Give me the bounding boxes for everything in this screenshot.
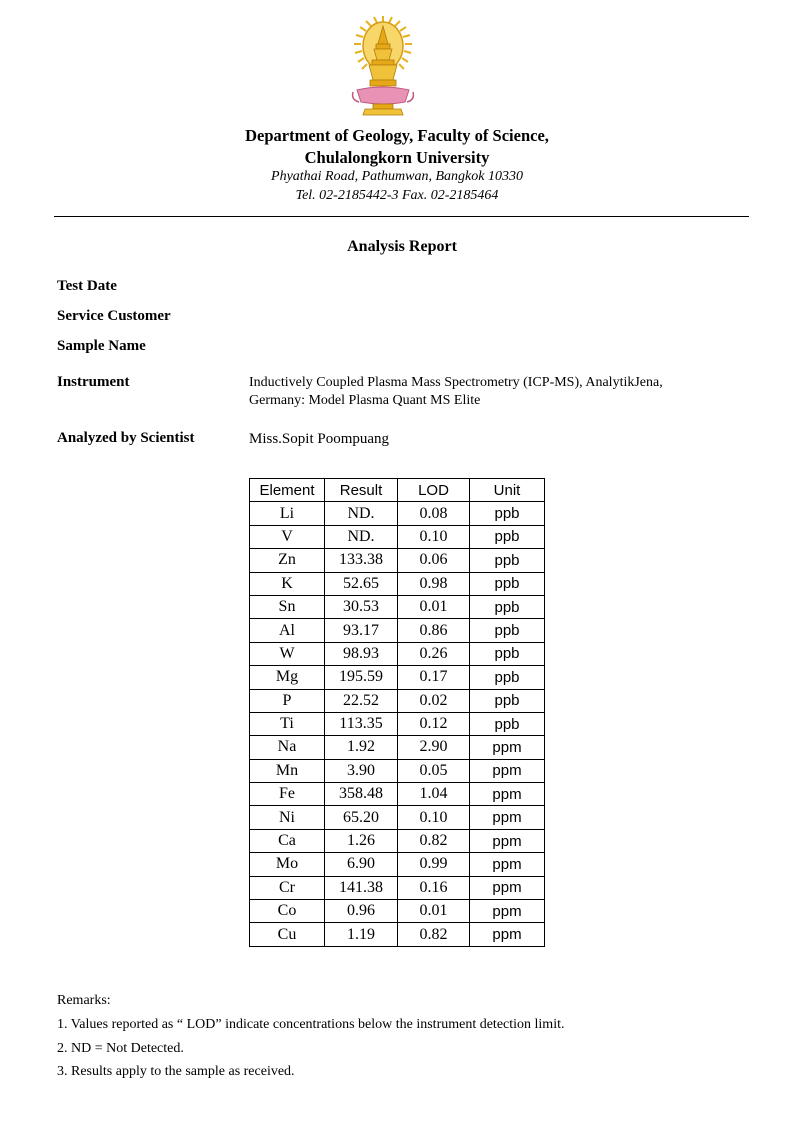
lod-cell: 0.08 xyxy=(398,502,470,525)
lod-cell: 0.98 xyxy=(398,572,470,595)
instrument-value-line1: Inductively Coupled Plasma Mass Spectrometry (ICP-MS), AnalytikJena, xyxy=(249,375,663,390)
lod-cell: 1.04 xyxy=(398,783,470,806)
lod-cell: 0.02 xyxy=(398,689,470,712)
unit-cell: ppb xyxy=(470,712,545,735)
result-cell: 133.38 xyxy=(325,549,398,572)
element-cell: Mn xyxy=(250,759,325,782)
table-row xyxy=(250,853,545,876)
result-cell: 195.59 xyxy=(325,666,398,689)
department-line: Department of Geology, Faculty of Science, xyxy=(245,126,549,145)
table-row xyxy=(250,619,545,642)
table-row xyxy=(250,666,545,689)
results-table-body xyxy=(250,502,545,946)
report-title: Analysis Report xyxy=(347,238,457,255)
result-cell: 1.19 xyxy=(325,923,398,946)
lod-cell: 0.86 xyxy=(398,619,470,642)
lod-cell: 0.99 xyxy=(398,853,470,876)
unit-cell: ppm xyxy=(470,829,545,852)
lod-cell: 0.10 xyxy=(398,525,470,548)
result-cell: 113.35 xyxy=(325,712,398,735)
element-cell: Li xyxy=(250,502,325,525)
element-cell: W xyxy=(250,642,325,665)
table-row xyxy=(250,736,545,759)
service-customer-label: Service Customer xyxy=(57,308,171,324)
element-cell: Al xyxy=(250,619,325,642)
unit-cell: ppm xyxy=(470,736,545,759)
unit-cell: ppb xyxy=(470,572,545,595)
table-row xyxy=(250,900,545,923)
sample-name-label: Sample Name xyxy=(57,338,146,354)
result-cell: 6.90 xyxy=(325,853,398,876)
result-cell: 65.20 xyxy=(325,806,398,829)
element-cell: Cr xyxy=(250,876,325,899)
element-cell: Ti xyxy=(250,712,325,735)
instrument-value xyxy=(249,374,663,410)
table-row xyxy=(250,829,545,852)
result-cell: 98.93 xyxy=(325,642,398,665)
lod-cell: 0.05 xyxy=(398,759,470,782)
table-row xyxy=(250,759,545,782)
result-cell: 0.96 xyxy=(325,900,398,923)
unit-cell: ppb xyxy=(470,642,545,665)
element-cell: Fe xyxy=(250,783,325,806)
lod-cell: 0.10 xyxy=(398,806,470,829)
element-cell: Ni xyxy=(250,806,325,829)
table-row xyxy=(250,595,545,618)
lod-cell: 0.01 xyxy=(398,595,470,618)
lod-cell: 0.82 xyxy=(398,829,470,852)
remark-item-3: 3. Results apply to the sample as received. xyxy=(57,1064,295,1079)
table-row xyxy=(250,502,545,525)
column-header-element: Element xyxy=(250,479,325,502)
unit-cell: ppb xyxy=(470,549,545,572)
table-header-row xyxy=(250,479,545,502)
unit-cell: ppb xyxy=(470,689,545,712)
remarks-title: Remarks: xyxy=(57,993,111,1008)
instrument-value-line2: Germany: Model Plasma Quant MS Elite xyxy=(249,393,481,408)
element-cell: K xyxy=(250,572,325,595)
element-cell: P xyxy=(250,689,325,712)
unit-cell: ppb xyxy=(470,595,545,618)
lod-cell: 0.17 xyxy=(398,666,470,689)
element-cell: Cu xyxy=(250,923,325,946)
table-row xyxy=(250,525,545,548)
lod-cell: 0.01 xyxy=(398,900,470,923)
element-cell: V xyxy=(250,525,325,548)
lod-cell: 0.16 xyxy=(398,876,470,899)
results-table xyxy=(249,478,545,947)
lod-cell: 2.90 xyxy=(398,736,470,759)
result-cell: 3.90 xyxy=(325,759,398,782)
lod-cell: 0.06 xyxy=(398,549,470,572)
result-cell: 1.26 xyxy=(325,829,398,852)
unit-cell: ppm xyxy=(470,876,545,899)
result-cell: 93.17 xyxy=(325,619,398,642)
header-divider xyxy=(54,216,749,217)
unit-cell: ppb xyxy=(470,619,545,642)
unit-cell: ppm xyxy=(470,783,545,806)
result-cell: 1.92 xyxy=(325,736,398,759)
table-row xyxy=(250,712,545,735)
table-row xyxy=(250,572,545,595)
column-header-lod: LOD xyxy=(398,479,470,502)
analyzed-by-value: Miss.Sopit Poompuang xyxy=(249,431,390,447)
result-cell: 52.65 xyxy=(325,572,398,595)
unit-cell: ppm xyxy=(470,806,545,829)
chulalongkorn-phra-kiao-emblem-icon xyxy=(343,14,423,118)
table-row xyxy=(250,689,545,712)
result-cell: 22.52 xyxy=(325,689,398,712)
result-cell: 141.38 xyxy=(325,876,398,899)
table-row xyxy=(250,876,545,899)
unit-cell: ppm xyxy=(470,900,545,923)
table-row xyxy=(250,549,545,572)
result-cell: ND. xyxy=(325,502,398,525)
test-date-label: Test Date xyxy=(57,278,117,294)
table-row xyxy=(250,642,545,665)
element-cell: Co xyxy=(250,900,325,923)
column-header-result: Result xyxy=(325,479,398,502)
column-header-unit: Unit xyxy=(470,479,545,502)
result-cell: 30.53 xyxy=(325,595,398,618)
result-cell: 358.48 xyxy=(325,783,398,806)
element-cell: Na xyxy=(250,736,325,759)
element-cell: Mo xyxy=(250,853,325,876)
unit-cell: ppm xyxy=(470,853,545,876)
unit-cell: ppm xyxy=(470,923,545,946)
university-line: Chulalongkorn University xyxy=(304,148,490,167)
element-cell: Ca xyxy=(250,829,325,852)
element-cell: Sn xyxy=(250,595,325,618)
result-cell: ND. xyxy=(325,525,398,548)
unit-cell: ppb xyxy=(470,525,545,548)
unit-cell: ppm xyxy=(470,759,545,782)
lod-cell: 0.26 xyxy=(398,642,470,665)
remark-item-1: 1. Values reported as “ LOD” indicate concentrations below the instrument detection limit. xyxy=(57,1017,565,1032)
contact-line: Tel. 02-2185442-3 Fax. 02-2185464 xyxy=(295,188,499,203)
table-row xyxy=(250,806,545,829)
element-cell: Mg xyxy=(250,666,325,689)
table-row xyxy=(250,783,545,806)
remark-item-2: 2. ND = Not Detected. xyxy=(57,1041,184,1056)
instrument-label: Instrument xyxy=(57,374,130,390)
unit-cell: ppb xyxy=(470,502,545,525)
lod-cell: 0.12 xyxy=(398,712,470,735)
unit-cell: ppb xyxy=(470,666,545,689)
address-line: Phyathai Road, Pathumwan, Bangkok 10330 xyxy=(271,169,523,184)
analyzed-by-label: Analyzed by Scientist xyxy=(57,430,195,446)
table-row xyxy=(250,923,545,946)
element-cell: Zn xyxy=(250,549,325,572)
lod-cell: 0.82 xyxy=(398,923,470,946)
